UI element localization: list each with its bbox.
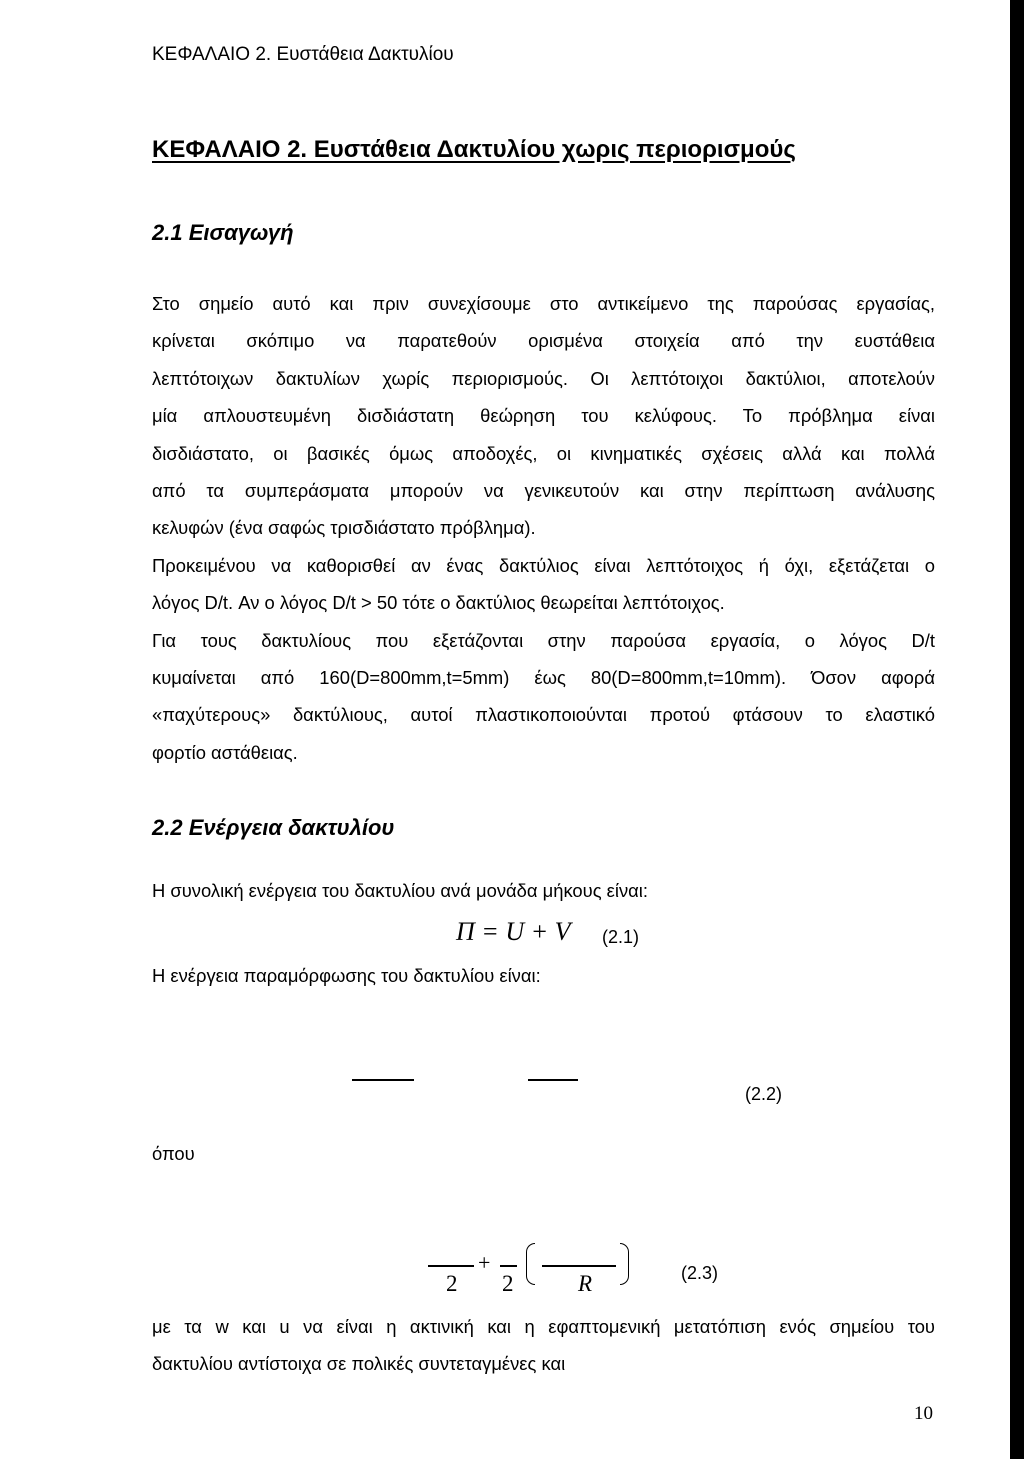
- paragraph-line: από τα συμπεράσματα μπορούν να γενικευτούν και στην περίπτωση ανάλυσης: [152, 479, 935, 501]
- paragraph-line: με τα w και u να είναι η ακτινική και η εφαπτομενική μετατόπιση ενός σημείου του: [152, 1316, 935, 1337]
- eq-2-3-denominator-3: R: [578, 1271, 593, 1296]
- closing-paragraph: [152, 1308, 935, 1383]
- fraction-bar: [428, 1265, 474, 1267]
- paragraph-line: μία απλουστευμένη δισδιάστατη θεώρηση του κελύφους. Το πρόβλημα είναι: [152, 405, 935, 427]
- section-heading-introduction: 2.1 Εισαγωγή: [152, 220, 294, 245]
- paragraph-line: λεπτότοιχων δακτυλίων χωρίς περιορισμούς. Οι λεπτότοιχοι δακτύλιοι, αποτελούν: [152, 367, 935, 389]
- chapter-title: ΚΕΦΑΛΑΙΟ 2. Ευστάθεια Δακτυλίου χωρις περιορισμούς: [152, 136, 796, 163]
- running-header: ΚΕΦΑΛΑΙΟ 2. Ευστάθεια Δακτυλίου: [152, 44, 454, 65]
- equation-number-2-2: (2.2): [745, 1084, 783, 1104]
- paragraph-line: δισδιάστατο, οι βασικές όμως αποδοχές, οι κινηματικές σχέσεις αλλά και πολλά: [152, 442, 935, 464]
- paragraph-line: Προκειμένου να καθορισθεί αν ένας δακτύλιος είναι λεπτότοιχος ή όχι, εξετάζεται ο: [152, 554, 935, 576]
- eq-2-3-plus-sign: +: [478, 1250, 491, 1275]
- strain-energy-line: Η ενέργεια παραμόρφωσης του δακτυλίου είναι:: [152, 965, 541, 986]
- paragraph-line: κρίνεται σκόπιμο να παρατεθούν ορισμένα στοιχεία από την ευστάθεια: [152, 330, 935, 352]
- paragraph-line: Στο σημείο αυτό και πριν συνεχίσουμε στο αντικείμενο της παρούσας εργασίας,: [152, 293, 935, 314]
- section-heading-ring-energy: 2.2 Ενέργεια δακτυλίου: [152, 815, 395, 840]
- where-label: όπου: [152, 1143, 195, 1164]
- paragraph-line: κελυφών (ένα σαφώς τρισδιάστατο πρόβλημα).: [152, 517, 536, 539]
- page-number: 10: [914, 1403, 933, 1424]
- paragraph-line: λόγος D/t. Αν ο λόγος D/t > 50 τότε ο δακτύλιος θεωρείται λεπτότοιχος.: [152, 592, 725, 614]
- eq-2-3-denominator-2: 2: [502, 1271, 514, 1296]
- paragraph-line: κυμαίνεται από 160(D=800mm,t=5mm) έως 80(D=800mm,t=10mm). Όσον αφορά: [152, 666, 935, 688]
- paragraph-line: φορτίο αστάθειας.: [152, 741, 298, 763]
- energy-intro-line: Η συνολική ενέργεια του δακτυλίου ανά μονάδα μήκους είναι:: [152, 880, 648, 901]
- right-parenthesis: [620, 1243, 629, 1285]
- paragraph-line: «παχύτερους» δακτύλιους, αυτοί πλαστικοποιούνται προτού φτάσουν το ελαστικό: [152, 704, 935, 726]
- equation-number-2-3: (2.3): [681, 1263, 719, 1283]
- fraction-bar: [500, 1265, 517, 1267]
- paragraph-line: δακτυλίου αντίστοιχα σε πολικές συντεταγμένες και: [152, 1353, 566, 1375]
- left-parenthesis: [526, 1243, 535, 1285]
- fraction-bar: [528, 1079, 578, 1081]
- equation-2-1: Π = U + V: [456, 917, 571, 946]
- introduction-paragraph: [152, 285, 935, 771]
- eq-2-3-denominator-1: 2: [446, 1271, 458, 1296]
- paragraph-line: Για τους δακτυλίους που εξετάζονται στην παρούσα εργασία, ο λόγος D/t: [152, 629, 935, 651]
- fraction-bar: [352, 1079, 414, 1081]
- equation-number-2-1: (2.1): [602, 927, 640, 947]
- fraction-bar: [542, 1265, 616, 1267]
